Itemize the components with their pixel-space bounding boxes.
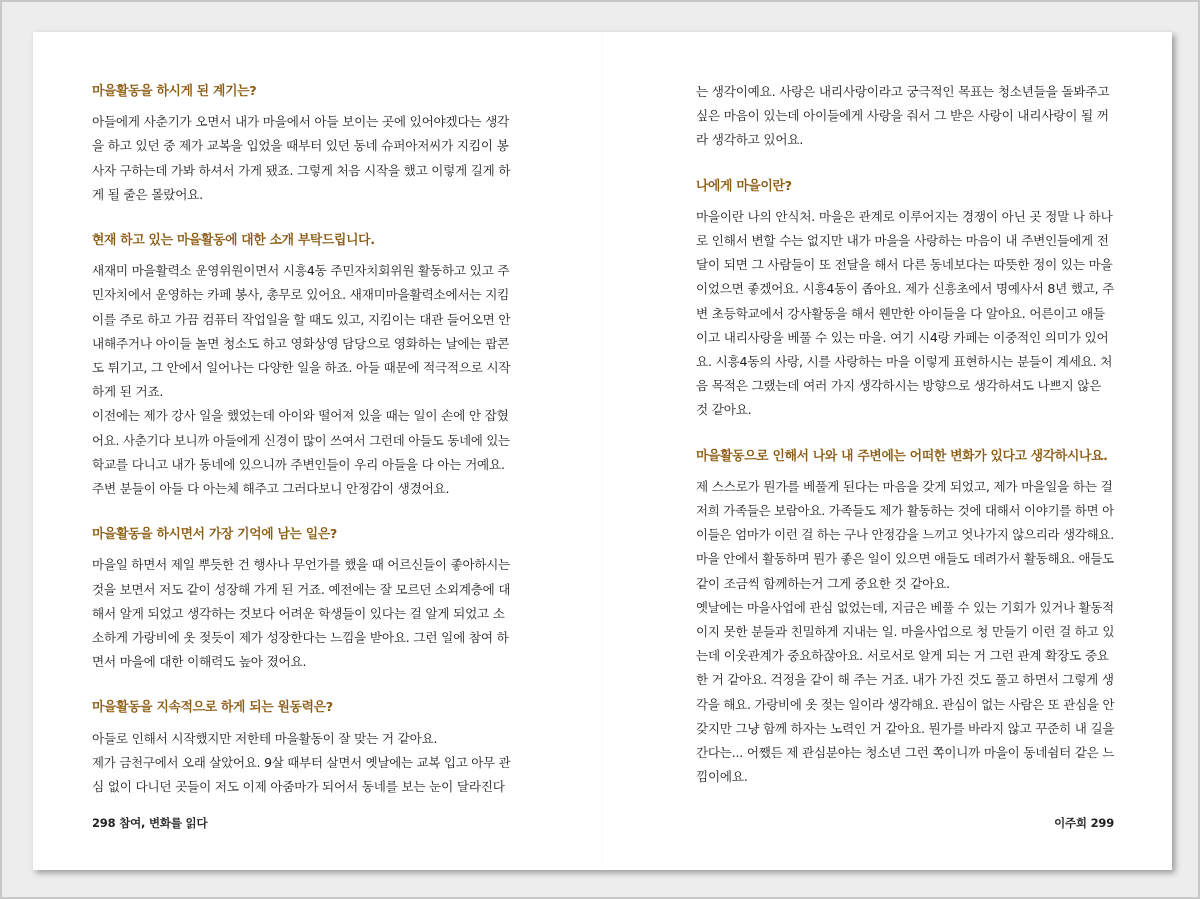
body-text-line: 도 튀기고, 그 안에서 일어나는 다양한 일을 하죠. 아들 때문에 적극적으로 시작 <box>92 360 511 376</box>
body-text-line: 싶은 마음이 있는데 아이들에게 사랑을 줘서 그 받은 사랑이 내리사랑이 될 꺼 <box>696 108 1109 124</box>
left-page-footer: 298 참여, 변화를 읽다 <box>92 816 208 830</box>
body-text-line: 이지 못한 분들과 친밀하게 지내는 일. 마을사업으로 청 만들기 이런 걸 하고 있 <box>696 624 1115 640</box>
section-gap <box>92 207 510 229</box>
body-text-line: 요. 시흥4동의 사랑, 시를 사랑하는 마을 이렇게 표현하시는 분들이 계세요. 처 <box>696 354 1113 370</box>
body-text-line: 소하게 가랑비에 옷 젖듯이 제가 성장한다는 느낌을 받아요. 그런 일에 참여 하 <box>92 630 509 646</box>
right-page-footer: 이주희 299 <box>1054 816 1114 830</box>
body-text-line: 이들은 엄마가 이런 걸 하는 구나 안정감을 느끼고 엇나가지 않으리라 생각해요. <box>696 527 1114 543</box>
question-heading: 마을활동을 하시면서 가장 기억에 남는 일은? <box>92 527 338 543</box>
body-text-line: 낌이에요. <box>696 769 748 785</box>
body-text-line: 제 스스로가 뭔가를 베풀게 된다는 마음을 갖게 되었고, 제가 마을일을 하는 걸 <box>696 478 1113 494</box>
section-gap <box>696 423 1114 445</box>
body-text-line: 사자 구하는데 가봐 하셔서 가게 됐죠. 그렇게 처음 시작을 했고 이렇게 길게 하 <box>92 162 511 178</box>
body-text-line: 주변 분들이 아들 다 아는체 해주고 그러다보니 안정감이 생겼어요. <box>92 481 450 497</box>
question-heading: 마을활동을 지속적으로 하게 되는 원동력은? <box>92 700 333 716</box>
body-text-line: 갖지만 그냥 함께 하자는 노력인 거 같아요. 뭔가를 바라지 않고 꾸준히 내 길을 <box>696 720 1115 736</box>
body-text-line: 새재미 마을활력소 운영위원이면서 시흥4동 주민자치회위원 활동하고 있고 주 <box>92 263 510 279</box>
body-text-line: 이를 주로 하고 가끔 컴퓨터 작업일을 할 때도 있고, 지킴이는 대관 들어오면 안 <box>92 311 511 327</box>
body-text-line: 는 생각이예요. 사랑은 내리사랑이라고 궁극적인 목표는 청소년들을 돌봐주고 <box>696 84 1110 99</box>
body-text-line: 음 목적은 그랬는데 여러 가지 생각하시는 방향으로 생각하셔도 나쁘지 않은 <box>696 378 1102 394</box>
body-text-line: 을 하고 있던 중 제가 교복을 입었을 때부터 있던 동네 슈퍼아저씨가 지킴이 봉 <box>92 138 509 154</box>
body-text-line: 마을 안에서 활동하며 뭔가 좋은 일이 있으면 애들도 데려가서 활동해요. 애들도 <box>696 551 1114 567</box>
body-text-line: 이고 내리사랑을 베풀 수 있는 마을. 여기 시4랑 카페는 이중적인 의미가 있어 <box>696 329 1109 345</box>
body-text-line: 것을 보면서 저도 같이 성장해 가게 된 거죠. 예전에는 잘 모르던 소외계층에 대 <box>92 581 511 597</box>
body-text-line: 옛날에는 마을사업에 관심 없었는데, 지금은 베풀 수 있는 기회가 있거나 활동적 <box>696 599 1114 615</box>
question-heading: 나에게 마을이란? <box>696 178 792 194</box>
question-heading: 마을활동을 하시게 된 계기는? <box>92 84 257 99</box>
body-text-line: 해서 알게 되었고 생각하는 것보다 어려운 학생들이 있다는 걸 알게 되었고 소 <box>92 605 505 621</box>
body-text-line: 달이 되면 그 사람들이 또 전달을 해서 다른 동네보다는 따뜻한 정이 있는 마을 <box>696 257 1113 273</box>
body-text-line: 변 초등학교에서 강사활동을 해서 웬만한 아이들을 다 알아요. 어른이고 애들 <box>696 305 1105 321</box>
body-text-line: 마을일 하면서 제일 뿌듯한 건 행사나 무언가를 했을 때 어르신들이 좋아하시는 <box>92 557 510 573</box>
body-text-line: 마을이란 나의 안식처. 마을은 관계로 이루어지는 경쟁이 아닌 곳 정말 나 하나 <box>696 208 1113 224</box>
body-text-line: 이전에는 제가 강사 일을 했었는데 아이와 떨어져 있을 때는 일이 손에 안 잡혔 <box>92 408 509 424</box>
body-text-line: 학교를 다니고 내가 동네에 있으니까 주변인들이 우리 아들을 다 아는 거예요. <box>92 456 505 472</box>
left-page-column <box>92 80 510 799</box>
body-text-line: 아들에게 사춘기가 오면서 내가 마을에서 아들 보이는 곳에 있어야겠다는 생각 <box>92 114 510 130</box>
body-text-line: 제가 금천구에서 오래 살았어요. 9살 때부터 살면서 옛날에는 교복 입고 아무 관 <box>92 754 511 770</box>
book-spread <box>33 32 1172 870</box>
body-text-line: 하게 된 거죠. <box>92 384 164 400</box>
section-gap <box>92 501 510 523</box>
body-text-line: 간다는... 어쨌든 제 관심분야는 청소년 그런 쪽이니까 마을이 동네쉼터 같은 느 <box>696 745 1115 761</box>
body-text-line: 각을 해요. 가랑비에 옷 젖는 일이라 생각해요. 관심이 없는 사람은 또 관심을 안 <box>696 696 1115 712</box>
body-text-line: 내해주거나 아이들 놀면 청소도 하고 영화상영 담당으로 영화하는 날에는 팝콘 <box>92 335 510 351</box>
body-text-line: 로 인해서 변할 수는 없지만 내가 마을을 사랑하는 마음이 내 주변인들에게 전 <box>696 233 1109 249</box>
body-text-line: 는데 이웃관계가 중요하잖아요. 서로서로 알게 되는 거 그런 관계 확장도 중요 <box>696 648 1109 664</box>
body-text-line: 민자치에서 운영하는 카페 봉사, 총무로 있어요. 새재미마을활력소에서는 지킴 <box>92 287 510 303</box>
body-text-line: 라 생각하고 있어요. <box>696 132 804 148</box>
body-text-line: 아들로 인해서 시작했지만 저한테 마을활동이 잘 맞는 거 같아요. <box>92 730 438 746</box>
book-gutter <box>602 32 603 870</box>
question-heading: 마을활동으로 인해서 나와 내 주변에는 어떠한 변화가 있다고 생각하시나요. <box>696 448 1108 464</box>
body-text-line: 저희 가족들은 보람아요. 가족들도 제가 활동하는 것에 대해서 이야기를 하면 아 <box>696 503 1114 519</box>
body-text-line: 것 같아요. <box>696 402 752 418</box>
body-text-line: 어요. 사춘기다 보니까 아들에게 신경이 많이 쓰여서 그런데 아들도 동네에 있는 <box>92 432 510 448</box>
right-page-column <box>696 80 1114 789</box>
body-text-line: 이었으면 좋겠어요. 시흥4동이 좁아요. 제가 신흥초에서 명예사서 8년 했고, 주 <box>696 281 1115 297</box>
body-text-line: 게 될 줄은 몰랐어요. <box>92 186 203 202</box>
section-gap <box>696 153 1114 175</box>
body-text-line: 면서 마을에 대한 이해력도 높아 졌어요. <box>92 654 307 670</box>
section-gap <box>92 674 510 696</box>
body-text-line: 같이 조금씩 함께하는거 그게 중요한 것 같아요. <box>696 575 950 591</box>
question-heading: 현재 하고 있는 마을활동에 대한 소개 부탁드립니다. <box>92 233 375 249</box>
body-text-line: 한 거 같아요. 걱정을 같이 해 주는 거죠. 내가 가진 것도 풀고 하면서 그렇게 생 <box>696 672 1114 688</box>
body-text-line: 심 없이 다니던 곳들이 저도 이제 아줌마가 되어서 동네를 보는 눈이 달라진다 <box>92 779 505 795</box>
